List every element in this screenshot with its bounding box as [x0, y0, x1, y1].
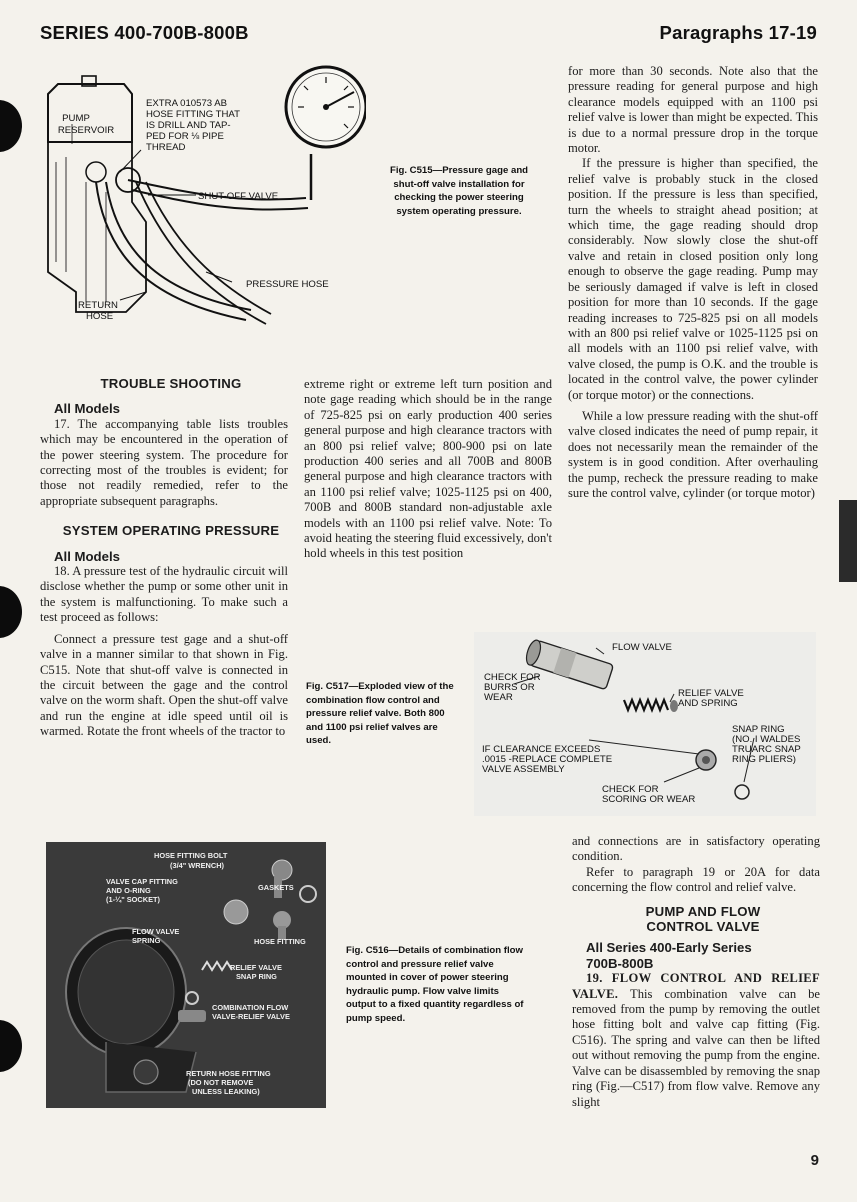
c516-label-combo-2: VALVE-RELIEF VALVE [212, 1012, 290, 1021]
column-right-bottom [572, 834, 820, 1110]
c517-label-scoring-2: SCORING OR WEAR [602, 794, 696, 805]
paragraph-18b: Connect a pressure test gage and a shut-off valve in a manner similar to that shown in Fig. C515. Note that shut-off valve is connected in the circuit between the gage and the control valve on the worm shaft. Open the shut-off valve and run the engine at idle speed until oil is warmed. Rotate the front wheels of the tractor to [40, 631, 288, 739]
c517-label-snap-3: TRUARC SNAP [732, 744, 801, 755]
heading-trouble-shooting: TROUBLE SHOOTING [100, 376, 242, 391]
c516-label-flow-spring-1: FLOW VALVE [132, 927, 180, 936]
heading-system-operating-pressure: SYSTEM OPERATING PRESSURE [62, 523, 280, 539]
c516-label-return-fit-1: RETURN HOSE FITTING [186, 1069, 271, 1078]
c515-label-pump: PUMP [62, 113, 90, 124]
punch-hole-middle [0, 586, 22, 638]
c516-label-hose-fitting: HOSE FITTING [254, 937, 306, 946]
fig-c516-caption: Fig. C516—Details of combination flow control and pressure relief valve mounted in cover of power steering hydraulic pump. Flow valve limits output to a fixed quantity regardless of pump speed. [346, 945, 524, 1024]
c515-label-extra-3: IS DRILL AND TAP- [146, 120, 231, 131]
c515-label-extra-5: THREAD [146, 142, 186, 153]
column-left [40, 376, 288, 740]
punch-hole-bottom [0, 1020, 22, 1072]
column-right-top [568, 64, 818, 501]
heading-series-1: All Series 400-Early Series [586, 940, 752, 956]
paragraph-mid: extreme right or extreme left turn position and note gage reading which should be in the range of 725-825 psi on early production 400 series general purpose and high clearance tractors with an 800 psi relief valve; 800-900 psi on late production 400 series and all 700B and 800B general purpose and high clearance tractors with an 1100 psi relief valve; 1025-1125 psi on 400, 700B and 800B standard non-adjustable axle models with an 1100 psi relief valve. Note: To avoid heating the steering fluid excessively, don't hold wheels in this test position [304, 377, 553, 561]
c516-label-valve-cap-3: (1-¼" SOCKET) [106, 895, 161, 904]
column-middle [304, 377, 552, 562]
heading-all-models-2: All Models [54, 548, 120, 564]
c515-label-pressure-hose: PRESSURE HOSE [246, 279, 329, 290]
fig-c515-caption: Fig. C515—Pressure gage and shut-off valve installation for checking the power steering system operating pressure. [389, 165, 529, 217]
paragraph-17: 17. The accompanying table lists troubles which may be encountered in the operation of the power steering system. The procedure for correcting most of the troubles is evident; for those not readily remedied, refer to the appropriate subsequent paragraphs. [40, 416, 288, 508]
paragraph-19-body: This combination valve can be removed from the pump by removing the outlet hose fitting bolt and valve cap fitting (Fig. C516). The spring and valve can then be lifted out without removing the pump from the engine. Valve can be disassembled by removing the snap ring (Fig.—C517) from flow valve. Remove any slight [572, 986, 821, 1109]
fig-c517-caption: Fig. C517—Exploded view of the combination flow control and pressure relief valve. Both 800 and 1100 psi relief valves are used. [306, 681, 454, 747]
header-paragraphs: Paragraphs 17-19 [659, 22, 817, 43]
paragraph-connections: and connections are in satisfactory operating condition. [572, 834, 820, 864]
c517-label-clearance-3: VALVE ASSEMBLY [482, 764, 565, 775]
c516-label-valve-cap-2: AND O-RING [106, 886, 151, 895]
c516-label-return-fit-2: (DO NOT REMOVE [188, 1078, 254, 1087]
c517-label-snap-2: (NO. I WALDES [732, 734, 801, 745]
paragraph-right-1: for more than 30 seconds. Note also that the pressure reading for general purpose and high clearance models equipped with an 1100 psi relief valve is lower than might be expected. This is due to a normal pressure drop in the torque motor. [568, 64, 818, 156]
paragraph-19-lead: 19. FLOW CONTROL AND RELIEF VALVE. [572, 971, 820, 1001]
c516-label-return-fit-3: UNLESS LEAKING) [192, 1087, 260, 1096]
punch-hole-top [0, 100, 22, 152]
fig-c515-illustration [36, 62, 366, 360]
c515-label-return: RETURN [78, 300, 118, 311]
c516-label-flow-spring-2: SPRING [132, 936, 161, 945]
heading-pump-1: PUMP AND FLOW [645, 903, 761, 919]
c517-label-check-burrs-1: CHECK FOR [484, 672, 541, 683]
c517-label-scoring-1: CHECK FOR [602, 784, 659, 795]
c515-label-shutoff: SHUT-OFF VALVE [198, 191, 279, 202]
paragraph-refer: Refer to paragraph 19 or 20A for data concerning the flow control and relief valve. [572, 864, 820, 895]
c517-label-check-burrs-2: BURRS OR [484, 682, 535, 693]
c517-label-check-burrs-3: WEAR [484, 692, 513, 703]
c515-label-reservoir: RESERVOIR [57, 125, 115, 136]
c517-label-relief-2: AND SPRING [678, 698, 738, 709]
c516-label-relief-snap-2: SNAP RING [236, 972, 277, 981]
c516-label-valve-cap-1: VALVE CAP FITTING [106, 877, 178, 886]
c515-label-extra-2: HOSE FITTING THAT [146, 109, 240, 120]
header-series: SERIES 400-700B-800B [40, 22, 249, 43]
c516-label-hose-bolt-2: (3/4" WRENCH) [170, 861, 225, 870]
c515-label-hose: HOSE [86, 311, 114, 322]
paragraph-right-2: If the pressure is higher than specified, the relief valve is probably stuck in the closed position. If the pressure is less than specified, turn the wheels to straight ahead position; at which time, the gage reading should drop considerably. Now slowly close the shut-off valve and retain in closed position only long enough to observe the gage reading. Pump may be seriously damaged if valve is left in closed position for more than 10 seconds. If the gage reading increases to 725-825 psi on all models with an 800 psi relief valve or 1025-1125 psi on all models with an 1100 psi relief valve, with valve closed, the pump is O.K. and the trouble is located in the control valve, the power cylinder (or torque motor) or the connections. [568, 156, 818, 402]
c517-label-flow-valve: FLOW VALVE [612, 642, 672, 653]
c516-label-relief-snap-1: RELIEF VALVE [230, 963, 282, 972]
thumb-index-tab [839, 500, 857, 582]
c515-label-extra-4: PED FOR ⅛ PIPE [146, 131, 224, 142]
c517-label-snap-1: SNAP RING [732, 724, 785, 735]
c517-label-relief-1: RELIEF VALVE [678, 688, 744, 699]
heading-pump-2: CONTROL VALVE [646, 919, 760, 935]
paragraph-19 [572, 971, 820, 1110]
heading-all-models-1: All Models [54, 401, 120, 417]
fig-c517-photo [474, 632, 816, 816]
c516-label-hose-bolt-1: HOSE FITTING BOLT [154, 851, 228, 860]
c517-label-clearance-2: .0015 -REPLACE COMPLETE [482, 754, 613, 765]
paragraph-18a: 18. A pressure test of the hydraulic circuit will disclose whether the pump or some other unit in the system is malfunctioning. To make such a test proceed as follows: [40, 564, 288, 625]
heading-series-2: 700B-800B [586, 955, 654, 971]
c516-label-gaskets: GASKETS [258, 883, 294, 892]
c516-label-combo-1: COMBINATION FLOW [212, 1003, 289, 1012]
paragraph-right-3: While a low pressure reading with the shut-off valve closed indicates the need of pump repair, it does not necessarily mean the remainder of the system is in good condition. After overhauling the pump, recheck the pressure reading to make sure the control valve, cylinder (or torque motor) [568, 408, 818, 500]
c515-label-extra-1: EXTRA 010573 AB [146, 98, 228, 109]
fig-c516-photo [46, 842, 326, 1108]
c517-label-snap-4: RING PLIERS) [732, 754, 796, 765]
c517-label-clearance-1: IF CLEARANCE EXCEEDS [482, 744, 601, 755]
page-number: 9 [810, 1152, 819, 1169]
